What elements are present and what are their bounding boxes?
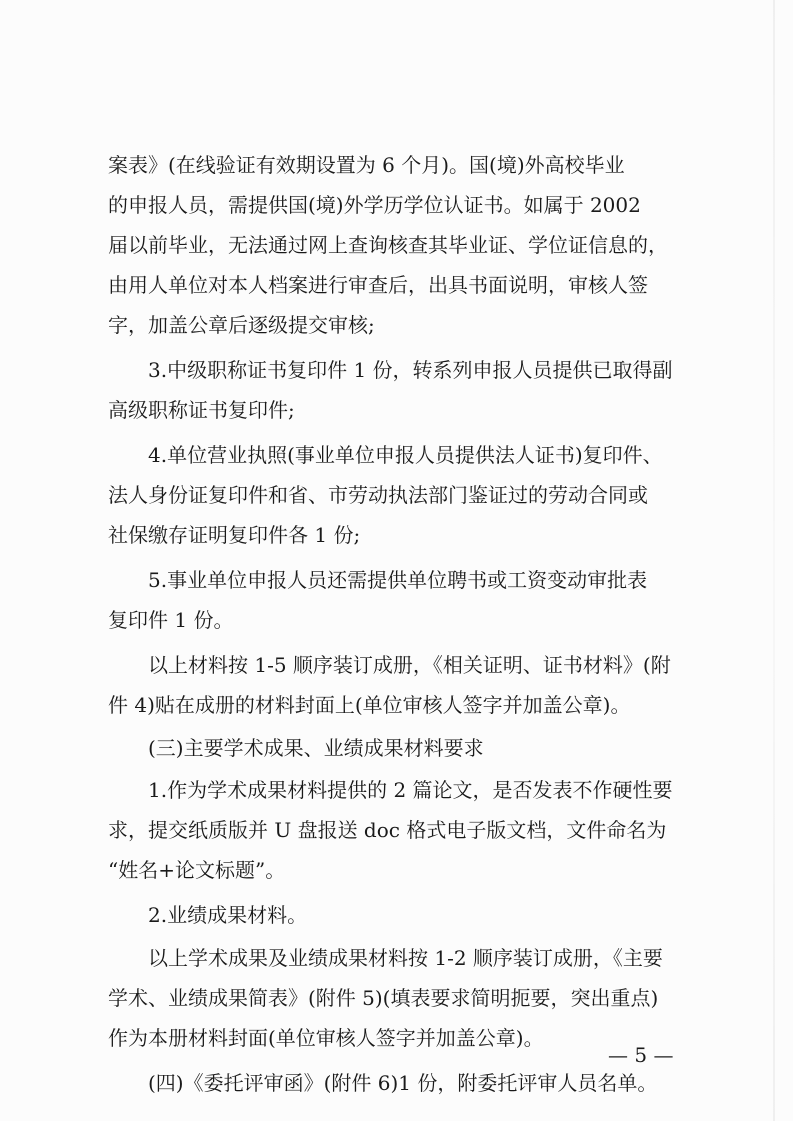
page-number: — 5 — xyxy=(608,1043,674,1067)
body-line: 2.业绩成果材料。 xyxy=(148,903,308,927)
body-line: 字，加盖公章后逐级提交审核; xyxy=(108,313,375,337)
body-line: 以上学术成果及业绩成果材料按 1-2 顺序装订成册，《主要 xyxy=(148,946,663,970)
body-line: 作为本册材料封面(单位审核人签字并加盖公章)。 xyxy=(108,1026,544,1050)
scan-edge-shadow xyxy=(773,0,775,1121)
body-line: 的申报人员，需提供国(境)外学历学位认证书。如属于 2002 xyxy=(108,193,641,217)
body-line: 学术、业绩成果简表》(附件 5)(填表要求简明扼要，突出重点) xyxy=(108,986,659,1010)
body-line: 以上材料按 1-5 顺序装订成册，《相关证明、证书材料》(附 xyxy=(148,653,671,677)
body-line: 求，提交纸质版并 U 盘报送 doc 格式电子版文档，文件命名为 xyxy=(108,818,667,842)
body-line: 法人身份证复印件和省、市劳动执法部门鉴证过的劳动合同或 xyxy=(108,483,648,507)
body-line: 届以前毕业，无法通过网上查询核查其毕业证、学位证信息的， xyxy=(108,233,668,257)
body-line: 4.单位营业执照(事业单位申报人员提供法人证书)复印件、 xyxy=(148,443,663,467)
body-line: 1.作为学术成果材料提供的 2 篇论文，是否发表不作硬性要 xyxy=(148,778,673,802)
body-line: 复印件 1 份。 xyxy=(108,608,234,632)
section-heading: (四)《委托评审函》(附件 6)1 份，附委托评审人员名单。 xyxy=(148,1071,658,1095)
body-line: 件 4)贴在成册的材料封面上(单位审核人签字并加盖公章)。 xyxy=(108,693,631,717)
body-line: “姓名+论文标题”。 xyxy=(108,858,286,882)
body-line: 案表》(在线验证有效期设置为 6 个月)。国(境)外高校毕业 xyxy=(108,153,625,177)
body-line: 高级职称证书复印件; xyxy=(108,398,295,422)
body-line: 5.事业单位申报人员还需提供单位聘书或工资变动审批表 xyxy=(148,568,648,592)
section-heading: (三)主要学术成果、业绩成果材料要求 xyxy=(148,736,484,760)
body-line: 社保缴存证明复印件各 1 份; xyxy=(108,523,361,547)
body-line: 3.中级职称证书复印件 1 份，转系列申报人员提供已取得副 xyxy=(148,358,673,382)
body-line: 由用人单位对本人档案进行审查后，出具书面说明，审核人签 xyxy=(108,273,648,297)
